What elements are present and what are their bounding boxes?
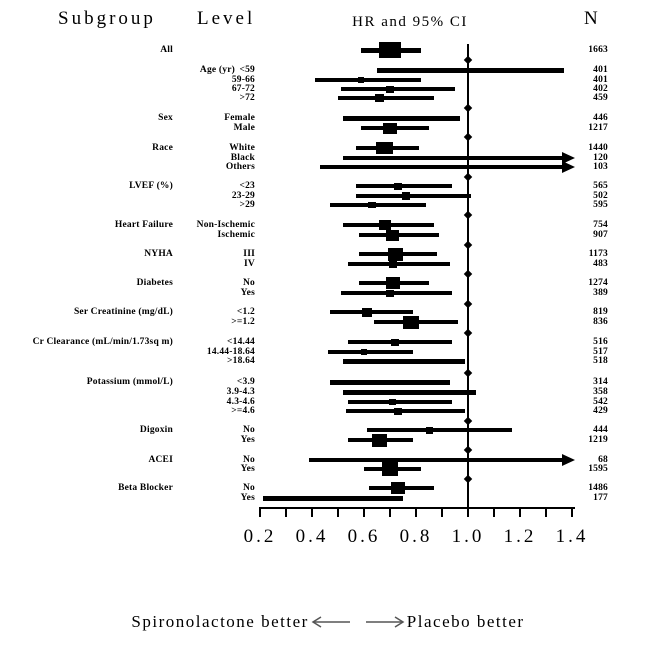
reference-line-node [464, 475, 472, 483]
x-axis-tick [285, 508, 287, 517]
row-n-value: 444 [593, 425, 608, 435]
row-group-label: Cr Clearance (mL/min/1.73sq m) [32, 337, 173, 347]
ci-line [356, 194, 470, 198]
hr-point-marker [382, 462, 398, 476]
row-n-value: 595 [593, 200, 608, 210]
row-n-value: 1440 [588, 143, 608, 153]
row-n-value: 1595 [588, 464, 608, 474]
x-axis-tick [571, 508, 573, 517]
row-level-label: 4.3-4.6 [226, 397, 255, 407]
hr-point-marker [368, 202, 376, 208]
x-axis-tick-label: 1.0 [451, 526, 485, 547]
row-level-label: White [229, 143, 255, 153]
x-axis-tick-label: 0.6 [347, 526, 381, 547]
ci-line [341, 291, 453, 295]
row-group-label: Digoxin [139, 425, 173, 435]
row-n-value: 314 [593, 377, 608, 387]
hr-point-marker [372, 434, 387, 447]
x-axis-tick [441, 508, 443, 517]
x-axis-tick [545, 508, 547, 517]
n-column-header: N [584, 8, 601, 29]
row-level-label: <59 [239, 65, 255, 75]
hr-point-marker [386, 230, 399, 241]
row-group-label: Age (yr) [199, 65, 235, 75]
hr-point-marker [394, 183, 402, 190]
ci-line [309, 458, 563, 462]
row-group-label: Diabetes [136, 278, 173, 288]
reference-line-node [464, 369, 472, 377]
row-level-label: No [242, 483, 255, 493]
row-level-label: <3.9 [236, 377, 255, 387]
ci-line [343, 359, 465, 364]
x-axis-tick [493, 508, 495, 517]
ci-line [330, 380, 450, 385]
row-n-value: 542 [593, 397, 608, 407]
row-level-label: Yes [240, 464, 255, 474]
x-axis-tick [519, 508, 521, 517]
x-axis-tick-label: 1.2 [503, 526, 537, 547]
row-n-value: 358 [593, 387, 608, 397]
hr-point-marker [388, 248, 403, 261]
ci-line [367, 428, 513, 432]
reference-line-node [464, 270, 472, 278]
hr-point-marker [375, 94, 384, 102]
row-n-value: 502 [593, 191, 608, 201]
footer-left-label: Spironolactone better [131, 612, 309, 631]
row-level-label: Yes [240, 435, 255, 445]
row-level-label: Non-Ischemic [196, 220, 255, 230]
ci-line [346, 409, 466, 413]
x-axis-tick [363, 508, 365, 517]
x-axis-tick [467, 508, 469, 517]
row-group-label: Race [152, 143, 173, 153]
row-level-label: 59-66 [231, 75, 255, 85]
row-n-value: 446 [593, 113, 608, 123]
row-level-label: III [243, 249, 255, 259]
hr-point-marker [376, 142, 393, 154]
ci-line [348, 262, 449, 266]
reference-line-node [464, 300, 472, 308]
row-level-label: 3.9-4.3 [226, 387, 255, 397]
hr-point-marker [379, 220, 391, 230]
row-level-label: 14.44-18.64 [206, 347, 255, 357]
row-level-label: Yes [240, 493, 255, 503]
row-n-value: 1274 [588, 278, 608, 288]
hr-point-marker [389, 261, 397, 268]
ci-line [356, 184, 452, 188]
ci-line [328, 350, 414, 354]
row-n-value: 1663 [588, 45, 608, 55]
hr-point-marker [386, 290, 394, 297]
row-n-value: 517 [593, 347, 608, 357]
row-group-label: Beta Blocker [118, 483, 173, 493]
ci-arrow-cap [562, 161, 575, 173]
long-left-arrow-icon [311, 616, 351, 628]
ci-line [338, 96, 434, 100]
row-level-label: >18.64 [227, 356, 255, 366]
row-n-value: 754 [593, 220, 608, 230]
row-n-value: 483 [593, 259, 608, 269]
row-level-label: IV [244, 259, 255, 269]
x-axis-tick [337, 508, 339, 517]
row-n-value: 1486 [588, 483, 608, 493]
row-n-value: 402 [593, 84, 608, 94]
ci-line [330, 310, 413, 314]
ci-line [343, 116, 460, 121]
interpretation-note [0, 612, 656, 632]
ci-line [343, 390, 476, 395]
ci-line [320, 165, 563, 169]
x-axis-tick-label: 0.4 [295, 526, 329, 547]
hr-point-marker [386, 277, 400, 289]
row-group-label: Heart Failure [114, 220, 173, 230]
row-level-label: >=1.2 [231, 317, 255, 327]
hr-point-marker [394, 408, 402, 415]
row-level-label: Female [224, 113, 255, 123]
row-group-label: Sex [158, 113, 173, 123]
row-level-label: <14.44 [227, 337, 255, 347]
x-axis-tick [415, 508, 417, 517]
row-n-value: 103 [593, 162, 608, 172]
row-level-label: Yes [240, 288, 255, 298]
x-axis-tick-label: 1.4 [555, 526, 589, 547]
row-n-value: 401 [593, 65, 608, 75]
row-group-label: LVEF (%) [129, 181, 173, 191]
row-level-label: No [242, 425, 255, 435]
row-level-label: >72 [239, 93, 255, 103]
hr-point-marker [358, 77, 364, 83]
row-level-label: Male [233, 123, 255, 133]
level-column-header: Level [197, 8, 256, 29]
row-n-value: 459 [593, 93, 608, 103]
row-level-label: 23-29 [231, 191, 255, 201]
row-group-label: ACEI [148, 455, 173, 465]
subgroup-column-header: Subgroup [58, 8, 156, 29]
reference-line-node [464, 446, 472, 454]
row-n-value: 177 [593, 493, 608, 503]
hr-point-marker [402, 192, 410, 200]
hr-point-marker [362, 308, 372, 317]
row-group-label: Ser Creatinine (mg/dL) [73, 307, 173, 317]
ci-line [377, 68, 564, 73]
hr-point-marker [361, 349, 367, 355]
row-n-value: 819 [593, 307, 608, 317]
hr-point-marker [403, 316, 419, 329]
ci-line [263, 496, 403, 501]
row-level-label: No [242, 278, 255, 288]
hr-point-marker [383, 123, 397, 134]
row-level-label: >=4.6 [231, 406, 255, 416]
x-axis-tick-label: 0.8 [399, 526, 433, 547]
x-axis-tick [389, 508, 391, 517]
row-level-label: No [242, 455, 255, 465]
row-n-value: 68 [598, 455, 608, 465]
ci-line [348, 400, 452, 404]
x-axis-tick-label: 0.2 [243, 526, 277, 547]
row-n-value: 120 [593, 153, 608, 163]
row-n-value: 389 [593, 288, 608, 298]
row-group-label: Potassium (mmol/L) [86, 377, 173, 387]
row-level-label: 67-72 [231, 84, 255, 94]
row-level-label: Black [230, 153, 255, 163]
ci-line [359, 233, 440, 237]
row-n-value: 907 [593, 230, 608, 240]
row-n-value: 401 [593, 75, 608, 85]
footer-right-label: Placebo better [406, 612, 525, 631]
hr-point-marker [389, 399, 396, 405]
reference-line-node [464, 104, 472, 112]
row-level-label: <23 [239, 181, 255, 191]
reference-line-node [464, 133, 472, 141]
row-level-label: >29 [239, 200, 255, 210]
row-n-value: 1173 [588, 249, 608, 259]
ci-line [315, 78, 422, 82]
long-right-arrow-icon [365, 616, 405, 628]
hr-point-marker [379, 42, 401, 58]
row-n-value: 516 [593, 337, 608, 347]
hr-ci-column-header: HR and 95% CI [352, 14, 468, 30]
x-axis-tick [311, 508, 313, 517]
hr-point-marker [386, 86, 394, 93]
row-n-value: 1219 [588, 435, 608, 445]
ci-line [343, 156, 563, 160]
row-n-value: 836 [593, 317, 608, 327]
hr-point-marker [426, 427, 433, 434]
reference-line-node [464, 173, 472, 181]
row-n-value: 518 [593, 356, 608, 366]
hr-point-marker [391, 482, 405, 494]
x-axis-line [259, 507, 575, 509]
row-n-value: 565 [593, 181, 608, 191]
reference-line-node [464, 211, 472, 219]
row-level-label: Ischemic [217, 230, 255, 240]
row-n-value: 429 [593, 406, 608, 416]
ci-line [341, 87, 455, 91]
reference-line-node [464, 329, 472, 337]
hr-point-marker [391, 339, 399, 346]
x-axis-tick [259, 508, 261, 517]
reference-line-node [464, 417, 472, 425]
reference-line-node [464, 56, 472, 64]
ci-line [348, 340, 452, 344]
row-group-label: All [160, 45, 173, 55]
reference-line-node [464, 241, 472, 249]
ci-line [330, 203, 426, 207]
row-n-value: 1217 [588, 123, 608, 133]
row-level-label: Others [225, 162, 255, 172]
row-level-label: <1.2 [236, 307, 255, 317]
row-group-label: NYHA [144, 249, 173, 259]
